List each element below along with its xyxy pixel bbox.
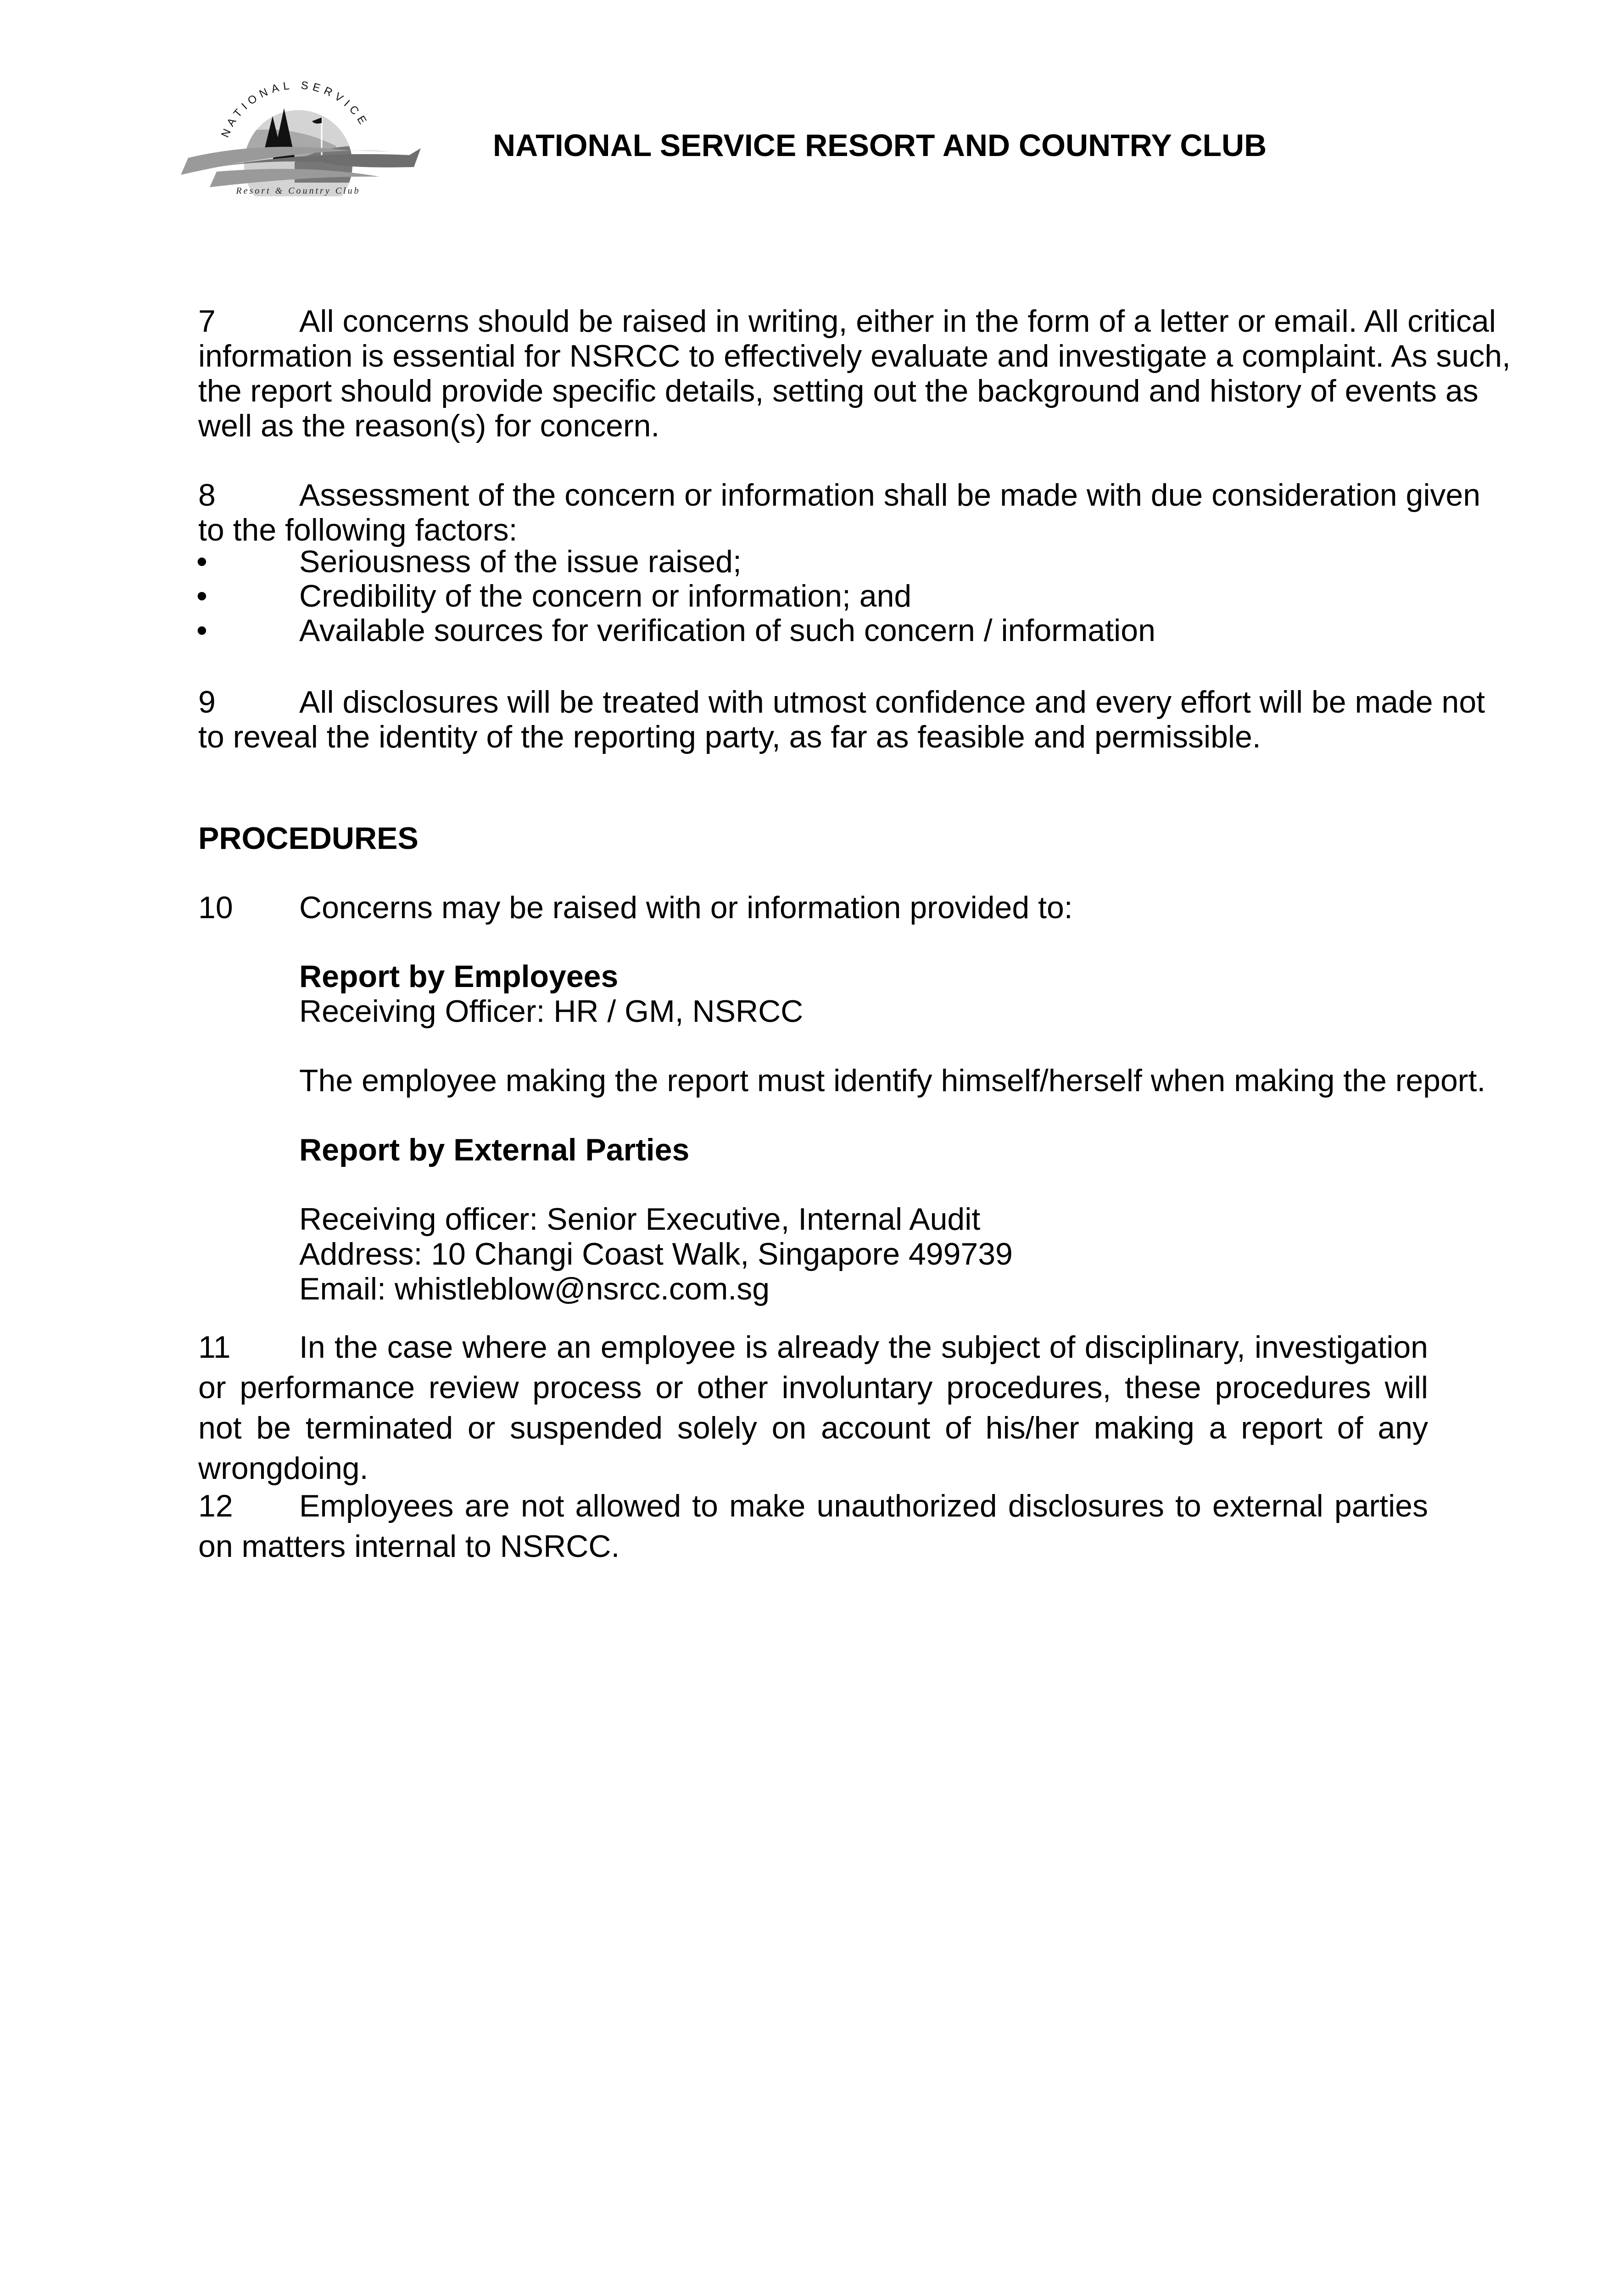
logo-script-text: Resort & Country Club bbox=[236, 186, 361, 196]
contact-address: Address: 10 Changi Coast Walk, Singapore 499739 bbox=[299, 1237, 1013, 1271]
paragraph-number: 12 bbox=[198, 1489, 233, 1523]
section-heading-procedures: PROCEDURES bbox=[198, 821, 419, 856]
list-item: Seriousness of the issue raised; bbox=[299, 544, 742, 579]
document-header-title: NATIONAL SERVICE RESORT AND COUNTRY CLUB bbox=[493, 128, 1267, 163]
paragraph-line: All concerns should be raised in writing, either in the form of a letter or email. All critical bbox=[299, 304, 1496, 339]
subheading-report-by-external-parties: Report by External Parties bbox=[299, 1132, 690, 1167]
paragraph-number: 10 bbox=[198, 890, 233, 925]
paragraph-text: Employees are not allowed to make unauthorized disclosures to external parties on matters internal to NSRCC. bbox=[198, 1489, 1428, 1564]
paragraph-line: information is essential for NSRCC to effectively evaluate and investigate a complaint. As such, bbox=[198, 339, 1511, 374]
paragraph-line: to the following factors: bbox=[198, 513, 518, 547]
receiving-officer-external: Receiving officer: Senior Executive, Internal Audit bbox=[299, 1202, 981, 1237]
paragraph-number: 7 bbox=[198, 304, 216, 339]
contact-email[interactable]: Email: whistleblow@nsrcc.com.sg bbox=[299, 1271, 770, 1306]
bullet-icon: • bbox=[196, 579, 207, 613]
paragraph-12 bbox=[198, 1486, 1428, 1567]
paragraph-line: Assessment of the concern or information shall be made with due consideration given bbox=[299, 478, 1481, 513]
bullet-icon: • bbox=[196, 544, 207, 579]
paragraph-number: 9 bbox=[198, 685, 216, 719]
paragraph-line: well as the reason(s) for concern. bbox=[198, 408, 660, 443]
paragraph-line: All disclosures will be treated with utmost confidence and every effort will be made not bbox=[299, 685, 1485, 719]
subheading-report-by-employees: Report by Employees bbox=[299, 959, 619, 994]
logo-arc-text: NATIONAL SERVICE bbox=[218, 79, 371, 139]
list-item: Credibility of the concern or information; and bbox=[299, 579, 912, 613]
club-logo-graphic bbox=[171, 77, 432, 196]
paragraph-line: to reveal the identity of the reporting party, as far as feasible and permissible. bbox=[198, 719, 1261, 754]
paragraph-number: 8 bbox=[198, 478, 216, 513]
club-logo bbox=[171, 77, 432, 196]
list-item: Available sources for verification of such concern / information bbox=[299, 613, 1155, 648]
paragraph-text: In the case where an employee is already the subject of disciplinary, investigation or performance review process or other involuntary procedures, these procedures will not be terminated or suspended solely on account of his/her making a report of any wrongdoing. bbox=[198, 1330, 1428, 1486]
paragraph-line: Concerns may be raised with or information provided to: bbox=[299, 890, 1073, 925]
paragraph-11 bbox=[198, 1327, 1428, 1489]
receiving-officer-employees: Receiving Officer: HR / GM, NSRCC bbox=[299, 994, 804, 1029]
paragraph-line: the report should provide specific details, setting out the background and history of events as bbox=[198, 374, 1479, 408]
bullet-icon: • bbox=[196, 613, 207, 648]
employee-identification-note: The employee making the report must identify himself/herself when making the report. bbox=[299, 1063, 1486, 1098]
paragraph-number: 11 bbox=[198, 1330, 231, 1365]
